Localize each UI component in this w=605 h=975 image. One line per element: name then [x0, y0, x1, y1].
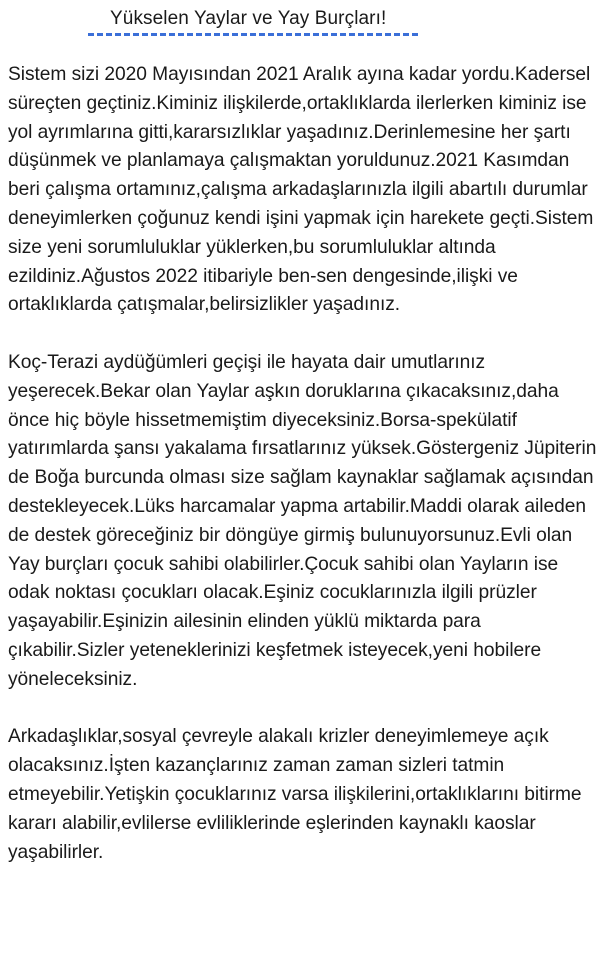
- page-title: Yükselen Yaylar ve Yay Burçları!: [110, 8, 387, 29]
- paragraph-3: Arkadaşlıklar,sosyal çevreyle alakalı krizler deneyimlemeye açık olacaksınız.İşten kazançlarınız zaman zaman sizleri tatmin etmeyebilir.Yetişkin çocuklarınız varsa ilişkilerini,ortaklıklarını bitirme kararı alabilir,evlilerse evliliklerinde eşlerinden kaynaklı kaoslar yaşabilirler.: [8, 726, 582, 863]
- paragraph-1: Sistem sizi 2020 Mayısından 2021 Aralık ayına kadar yordu.Kadersel süreçten geçtiniz.Kiminiz ilişkilerde,ortaklıklarda ilerlerken kiminiz ise yol ayrımlarına gitti,kararsızlıklar yaşadınız.Derinlemesine her şartı düşünmek ve planlamaya çalışmaktan yoruldunuz.2021 Kasımdan beri çalışma ortamınız,çalışma arkadaşlarınızla ilgili abartılı durumlar deneyimlerken çoğunuz kendi işini yapmak için harekete geçti.Sistem size yeni sorumluluklar yüklerken,bu sorumluluklar altında ezildiniz.Ağustos 2022 itibariyle ben-sen dengesinde,ilişki ve ortaklıklarda çatışmalar,belirsizlikler yaşadınız.: [8, 64, 594, 316]
- title-dashed-underline: [88, 33, 418, 36]
- article-body: [8, 61, 600, 867]
- paragraph-2: Koç-Terazi aydüğümleri geçişi ile hayata dair umutlarınız yeşerecek.Bekar olan Yaylar aşkın doruklarına çıkacaksınız,daha önce hiç böyle hissetmemiştim diyeceksiniz.Borsa-spekülatif yatırımlarda şansı yakalama fırsatlarınız yüksek.Göstergeniz Jüpiterin de Boğa burcunda olması size sağlam kaynaklar sağlamak açısından destekleyecek.Lüks harcamalar yapma artabilir.Maddi olarak aileden de destek göreceğiniz bir döngüye girmiş bulunuyorsunuz.Evli olan Yay burçları çocuk sahibi olabilirler.Çocuk sahibi olan Yayların ise odak noktası çocukları olacak.Eşiniz cocuklarınızla ilgili prüzler yaşayabilir.Eşinizin ailesinin elinden yüklü miktarda para çıkabilir.Sizler yeteneklerinizi keşfetmek isteyecek,yeni hobilere yöneleceksiniz.: [8, 351, 597, 690]
